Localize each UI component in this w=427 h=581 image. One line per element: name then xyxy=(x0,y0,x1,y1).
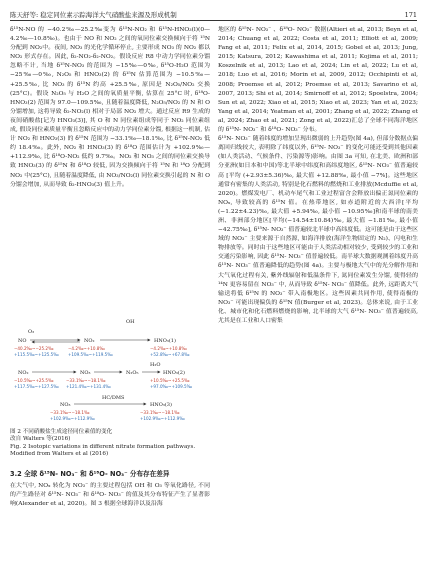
val-r1-n-no: −40.2‰~−25.2‰ xyxy=(14,346,54,351)
val-r3-n-no3: −33.1‰~−18.1‰ xyxy=(50,410,90,415)
val-r2-o-hno3: +97.0‰~+109.5‰ xyxy=(150,384,193,389)
figure-2-diagram xyxy=(10,317,210,427)
caption-en-title: Fig. 2 Isotopic variations in different nitrate formation pathways. Modified from Walters et al (2016) xyxy=(10,443,196,458)
node-no2-mid: NO₂ xyxy=(18,370,29,376)
val-r1-o-no2: +109.5‰~+119.5‰ xyxy=(68,352,113,357)
right-column-body: 地区的 δ¹⁵N- NO₃⁻ 、δ¹⁸O- NO₃⁻ 数据(Altieri et al, 2013; Beyn et al, 2014; Chuang et al, 2022; Costa et al, 2011; Elliott et al, 2009; Fang et al, 2011; Felix et al, 2014, 2015; Gobel et al, 2013; Jung, 2015; Katsura, 2012; Kawashima et al, 2011; Kojima et al, 2011; Koszelnik et al, 2013; Lao et al, 2024; Lin et al, 2022; Lu et al, 2018; Luo et al, 2016; Morin et al, 2009, 2012; Occhipinti et al, 2008; Proemse et al, 2012; Proemse et al, 2013; Savarino et al, 2007, 2013; Shi et al, 2014; Smirnoff et al, 2012; Spoelstra, 2004; Sun et al, 2022; Xiao et al, 2015; Xiao et al, 2023; Yan et al, 2023; Yang et al, 2014; Yeatman et al, 2001; Zhang et al, 2022; Zhang et al, 2024; Zhao et al, 2021; Zong et al, 2022)汇总了全球不同海洋地区的 δ¹⁵N- NO₃⁻ 和 δ¹⁸O- NO₃⁻ 分布。 δ¹⁵N- NO₃⁻ 随着纬度的增加呈现出微弱的上升趋势(图 4a), 但部分数据点偏离回归线较大, 表明除了纬度以外, δ¹⁵N- NO₃⁻ 的变化可能还受到其他因素(如人类活动、气候条件、污染源等)影响。由图 3a 可知, 在北美、欧洲和部分亚洲(如日本和中国)等北半球中纬度和高纬度地区, δ¹⁵N- NO₃⁻ 值普遍较高 [平均 (+2.93±5.36)‰, 最大值 +12.88‰, 最小值 −7%]。这些地区通常有密集的人类活动, 特别是化石燃料的燃烧和工业排放(Mcduffie et al, 2020)。燃煤发电厂、机动车尾气和工业过程富含会释放出偏正氮同位素的 NOₓ, 导致较高的 δ¹⁵N 值。在热带地区, 如赤道附近的大西洋[平均(−1.22±4.23)‰, 最大值 +5.94‰, 最小值 −10.95‰]和南半球的南美洲、非洲部分地区[平均(−14.54±10.84)‰, 最大值 −1.81‰, 最小值 −42.75‰], δ¹⁵N- NO₃⁻ 值普遍较北半球中高纬度低。这可能是由于这些区域的 NO₃⁻ 主要来源于自然源, 如海洋排放(海洋生物固定的 N₂)、闪电和生物排放等。同时由于这些地区可能由于人类活动相对较少, 受到较少的工业和交通污染影响, 因此 δ¹⁵N- NO₃⁻ 值普遍较低。南半球大数据观测着纬度升高 δ¹⁵N- NO₃⁻ 值普遍降低的趋势(图 4a)。主要与极地大气中的光分解作用和大气氧化过程有关, 紫外线辐射和低温条件下, 氮同位素发生分馏, 使得轻的 ¹⁴N 更容易留在 NO₃⁻ 中, 从而导致 δ¹⁵N- NO₃⁻ 值降低。此外, 远距离大气输送将低 δ¹⁵N 的 NO₃⁻ 带入南极地区。这些因素共同作用, 使得南极的 NO₃⁻ 可能出现偏负的 δ¹⁵N 值(Burger et al, 2023)。总体来说, 由于工业化、城市化和化石燃料燃烧的影响, 北半球的大气 δ¹⁵N- NO₃⁻ 值普遍较高, 尤其是在工业和人口密集 xyxy=(218,27,418,324)
node-n2o5: N₂O₅ xyxy=(126,370,139,376)
node-oh: OH xyxy=(126,319,135,325)
val-r2-n-no2: −10.5‰~+25.5‰ xyxy=(14,378,54,383)
val-r1-o-no: +115.5‰~+125.5‰ xyxy=(14,352,59,357)
caption-zh-title: 图 2 不同硝酸盐生成途径同位素值的变化 xyxy=(10,429,113,435)
left-column-bottom-body: 在大气中, NOₓ 转化为 NO₃⁻ 的主要过程包括 OH 和 O₃ 等氧化路径, 不同的产生路径对 δ¹⁵N- NO₃⁻ 和 δ¹⁸O- NO₃⁻ 的值及其分布特征产生了显著影响(Alexander et al, 2020)。图 3 根据全球海洋以及沿海 xyxy=(10,483,210,508)
val-r2-o-no2: +117.5‰~+127.5‰ xyxy=(14,384,59,389)
caption-zh-source: 改自 Walters 等(2016) xyxy=(10,436,71,443)
page-number: 171 xyxy=(404,11,417,19)
running-title: 陈天舒等: 稳定同位素示踪海洋大气硝酸盐来源及形成机制 xyxy=(10,11,177,19)
left-column-body: δ¹⁵N-NO 的 −40.2‰—25.2‰变为 δ¹⁵N-NO₂ 和 δ¹⁵N-HNO₃(l)(0—4.2‰—10.8‰)。也由于 NO 和 NO₂ 之间的氧同位素交换倾向于将 ¹⁵N 分配到 NO₂中。夜间, NO₃ 的光化学循环停止, 主要形成 NO₃ 的 NO₂ 都以 NO₂ 形式存在。因此, δ₂-NO₂-δ₂-NO₂。假设反应 R8 中动力学同位素分馏忽略不计, 当地 δ¹⁵N-NO₃ 的范围为 −15‰—0‰, δ¹⁵O-H₂O 范围为 −25‰—0‰, N₂O₅ 和 HNO₃(2) 的 δ¹⁵N 估算范围为 −10.5‰—+25.5‰, 比 NO₃ 的 δ¹⁵N 约高 +25.5‰, 原因是 N₂O₅/NO₂ 交换(25°C)。假设 N₂O₅ 与 H₂O 之间的氧质量平衡, 估算在 25°C 时, δ¹⁸O-HNO₃(2) 范围为 97.0—109.5‰, 且随着温度降低, N₂O₅/NO₂ 的 N 和 O 分馏增加, 这将导致 δ₂-NO₂(l) 相对于局部 NO₂ 增大。通过反应 R9 生成的夜间硝酸盐[记为 HNO₃(3)], 其 O 和 N 同位素组成等同于 NO₂ 同位素组成, 假设同位素质量平衡且忽略反应中的动力学同位素分馏, 根据这一机制, 估计 NO₂ 和 HNO₃(3) 的 δ¹⁵N 范围为 −33.1‰—18.1‰, 比 δ¹⁵N-NO₂ 低约 18.4‰。此外, NO₂ 和 HNO₃(3) 的 δ¹⁸O 范围估计为 +102.9‰—+112.9‰, 比 δ¹⁸O-NO₂ 低约 9.7‰。NO₂ 和 NO₃ 之间的同位素交换导致 HNO₃(3) 的 δ¹⁵N 和 δ¹⁸O 较低, 因为交换倾向于将 ¹⁵N 和 ¹⁸O 分配到 NO₂ 中(25°C), 且随着温度降低, 由 NO₃/NO₂(l) 同位素交换引起的 N 和 O 分馏会增加, 从而导致 δ₂-HNO₃(3) 值上升。 xyxy=(10,27,210,188)
node-hno3-2: HNO₃(2) xyxy=(163,370,185,376)
header-rule xyxy=(10,20,417,21)
node-o3: O₃ xyxy=(28,329,35,335)
val-r2-o-no3: +121.4‰~+131.4‰ xyxy=(66,384,111,389)
section-heading-3-2: 3.2 全球 δ¹⁵N- NO₃⁻ 和 δ¹⁸O- NO₃⁻ 分布存在差异 xyxy=(10,470,170,478)
page-header xyxy=(10,6,417,19)
node-hno3-3: HNO₃(3) xyxy=(150,402,172,408)
val-r1-n-hno3: −4.2‰~+10.8‰ xyxy=(150,346,187,351)
node-no3-b: NO₃ xyxy=(60,402,71,408)
figure-caption xyxy=(10,429,210,459)
val-r3-o-no3: +102.9‰~+112.9‰ xyxy=(50,416,95,421)
val-r1-n-no2: −4.2‰~+10.8‰ xyxy=(68,346,105,351)
node-h2o: H₂O xyxy=(150,362,161,368)
node-no3: NO₃ xyxy=(80,370,91,376)
val-r2-n-no3: −33.1‰~−18.1‰ xyxy=(66,378,106,383)
val-r3-n-hno3: −33.1‰~−18.1‰ xyxy=(140,410,180,415)
val-r1-o-hno3: +52.8‰~+67.8‰ xyxy=(150,352,190,357)
node-no: NO xyxy=(18,338,27,344)
node-no2-top: NO₂ xyxy=(84,338,95,344)
val-r2-n-hno3: +10.5‰~+25.5‰ xyxy=(150,378,190,383)
node-hc-dms: HC/DMS xyxy=(102,395,125,401)
val-r3-o-hno3: +102.9‰~+112.9‰ xyxy=(140,416,185,421)
node-hno3-1: HNO₃(1) xyxy=(154,338,176,344)
